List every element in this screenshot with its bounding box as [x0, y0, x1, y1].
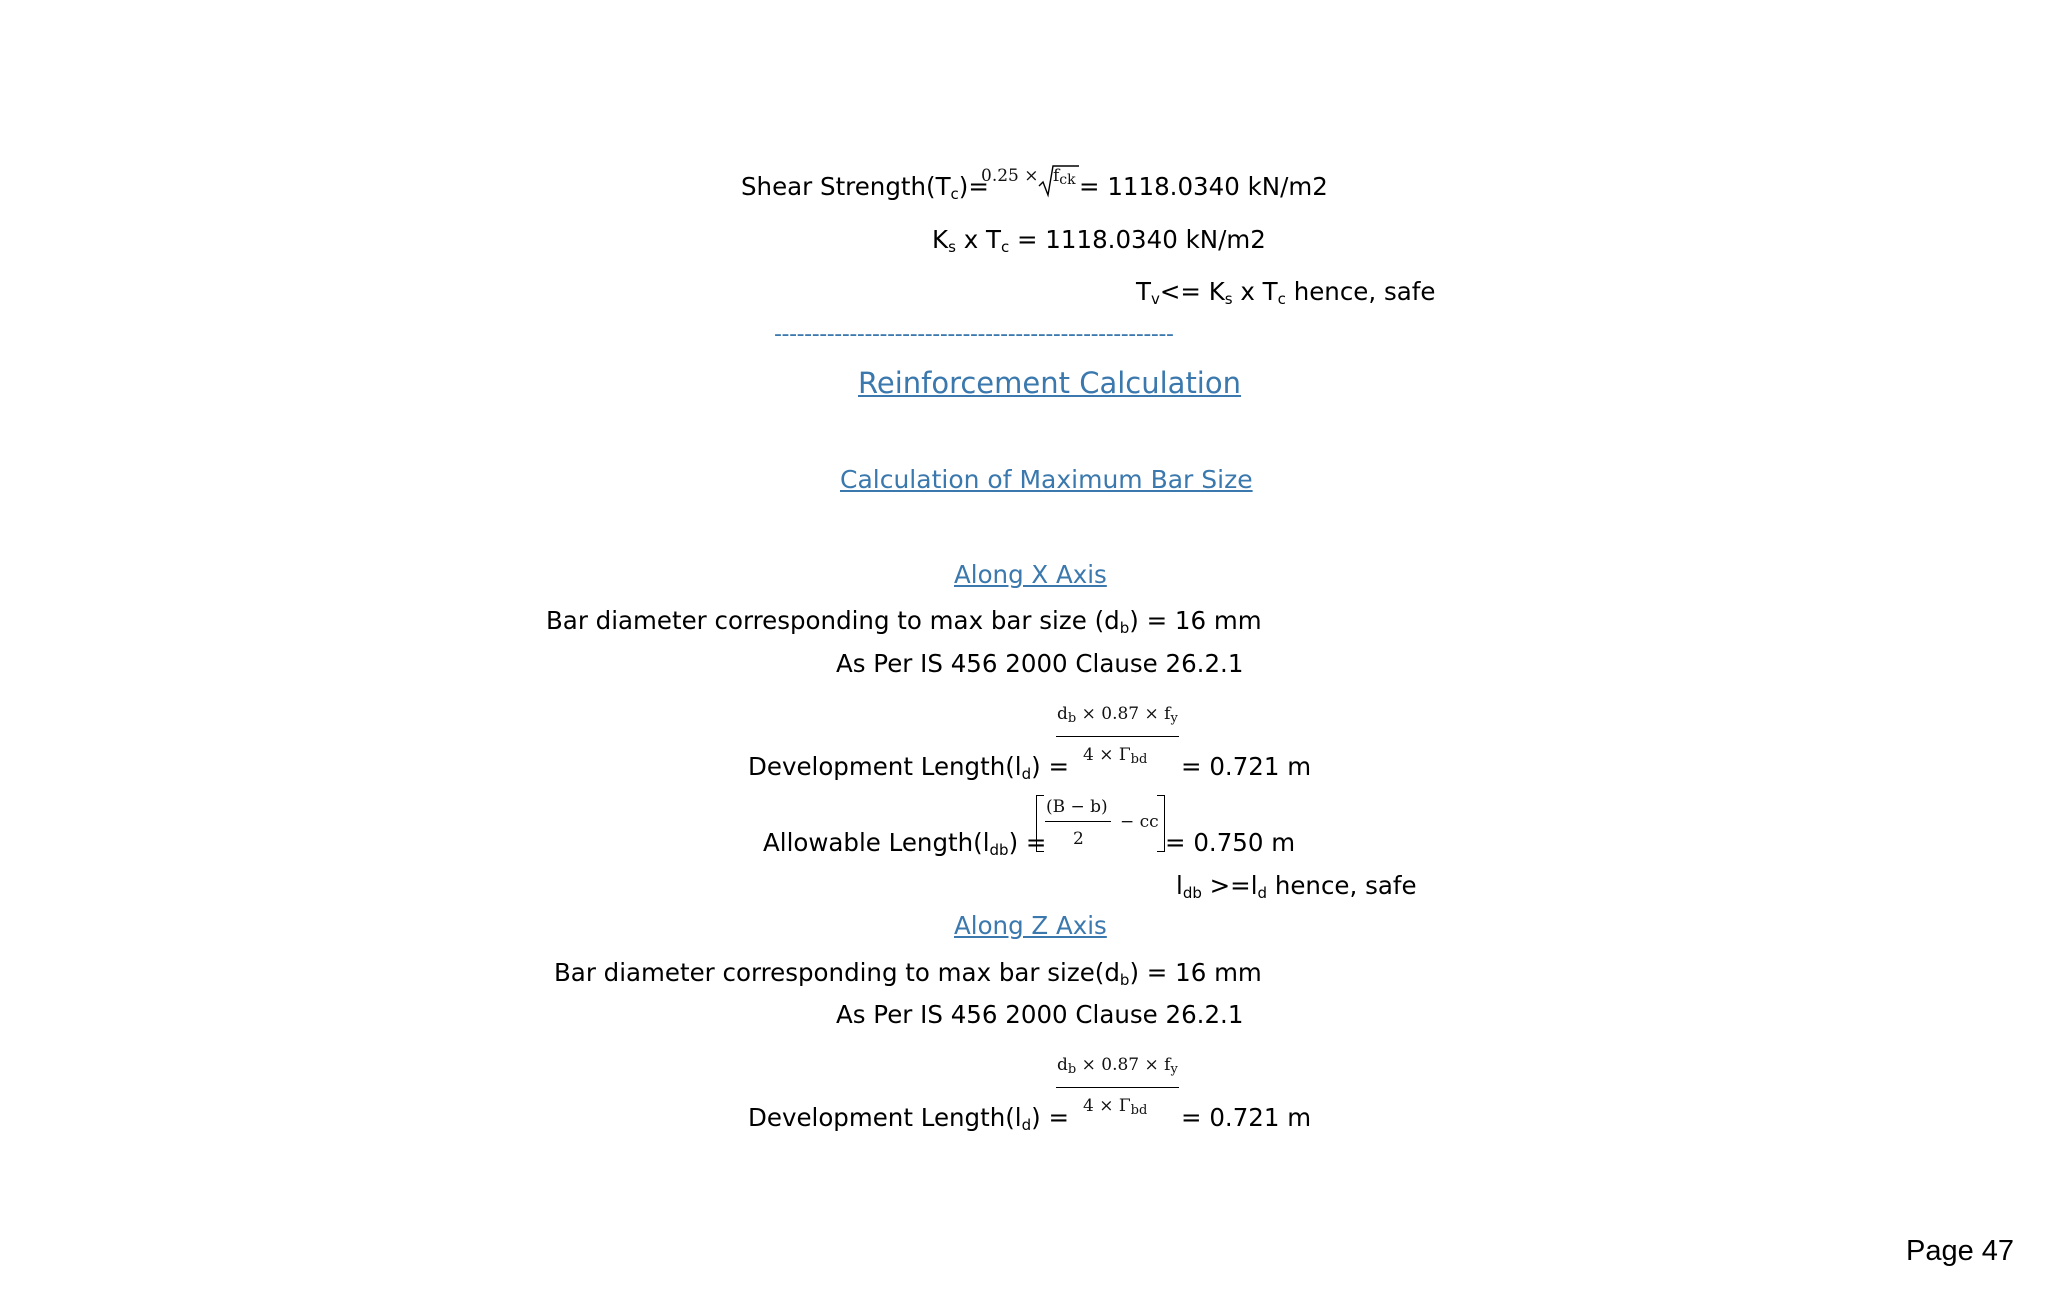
z-dev-fraction-bar — [1056, 1087, 1179, 1088]
x-allow-length-label: Allowable $Length(l_{db})$ = — [763, 828, 1047, 859]
z-dev-numerator: $d_b \times 0.87 \times f_y$ — [1057, 1055, 1178, 1077]
x-dev-denominator: $4 \times \Gamma_{bd}$ — [1083, 745, 1148, 767]
allow-minus-cc: − cc — [1120, 812, 1159, 832]
z-dev-length-value: = 0.721 m — [1181, 1103, 1312, 1132]
x-allow-length-value: = 0.750 m — [1165, 828, 1296, 857]
z-dev-denominator: $4 \times \Gamma_{bd}$ — [1083, 1096, 1148, 1118]
z-dev-length-label: Development $Length(l_d)$ = — [748, 1103, 1069, 1134]
ks-tc-line: $K_s$ x $T_c = 1118.0340$ kN/m2 — [932, 225, 1266, 256]
x-dev-fraction-bar — [1056, 736, 1179, 737]
separator-line: ----------------------------------------------------- — [774, 322, 1174, 347]
shear-strength-label: Shear $Strength(T_c)=$ — [741, 172, 989, 203]
z-clause-line: As Per IS 456 2000 Clause 26.2.1 — [836, 1000, 1244, 1029]
tv-check-line: $T_v<= K_s$ x $T_c$ hence, safe — [1136, 277, 1436, 308]
page-number: Page 47 — [1906, 1235, 2015, 1267]
heading-along-z-axis: Along Z Axis — [954, 911, 1107, 940]
x-ldb-check-line: $l_{db} >=l_d$ hence, safe — [1176, 871, 1417, 902]
x-bar-diameter-line: Bar diameter corresponding to max bar size $(d_b) = 16$ mm — [546, 606, 1262, 637]
heading-max-bar-size: Calculation of Maximum Bar Size — [840, 465, 1253, 494]
heading-reinforcement-calculation: Reinforcement Calculation — [858, 366, 1241, 400]
allow-denominator: 2 — [1073, 829, 1084, 849]
x-dev-length-label: Development $Length(l_d)$ = — [748, 752, 1069, 783]
allow-fraction-bar — [1045, 821, 1111, 822]
x-dev-length-value: = 0.721 m — [1181, 752, 1312, 781]
heading-along-x-axis: Along X Axis — [954, 560, 1107, 589]
shear-formula-coef: 0.25 × — [981, 166, 1039, 186]
z-bar-diameter-line: Bar diameter corresponding to max bar $size(d_b) = 16$ mm — [554, 958, 1262, 989]
x-clause-line: As Per IS 456 2000 Clause 26.2.1 — [836, 649, 1244, 678]
allow-right-bracket — [1157, 795, 1165, 852]
x-dev-numerator: $d_b \times 0.87 \times f_y$ — [1057, 704, 1178, 726]
allow-numerator: (B − b) — [1046, 797, 1108, 817]
shear-formula-root: $f_{ck}$ — [1053, 166, 1076, 188]
shear-strength-value: = 1118.0340 kN/m2 — [1079, 172, 1328, 201]
